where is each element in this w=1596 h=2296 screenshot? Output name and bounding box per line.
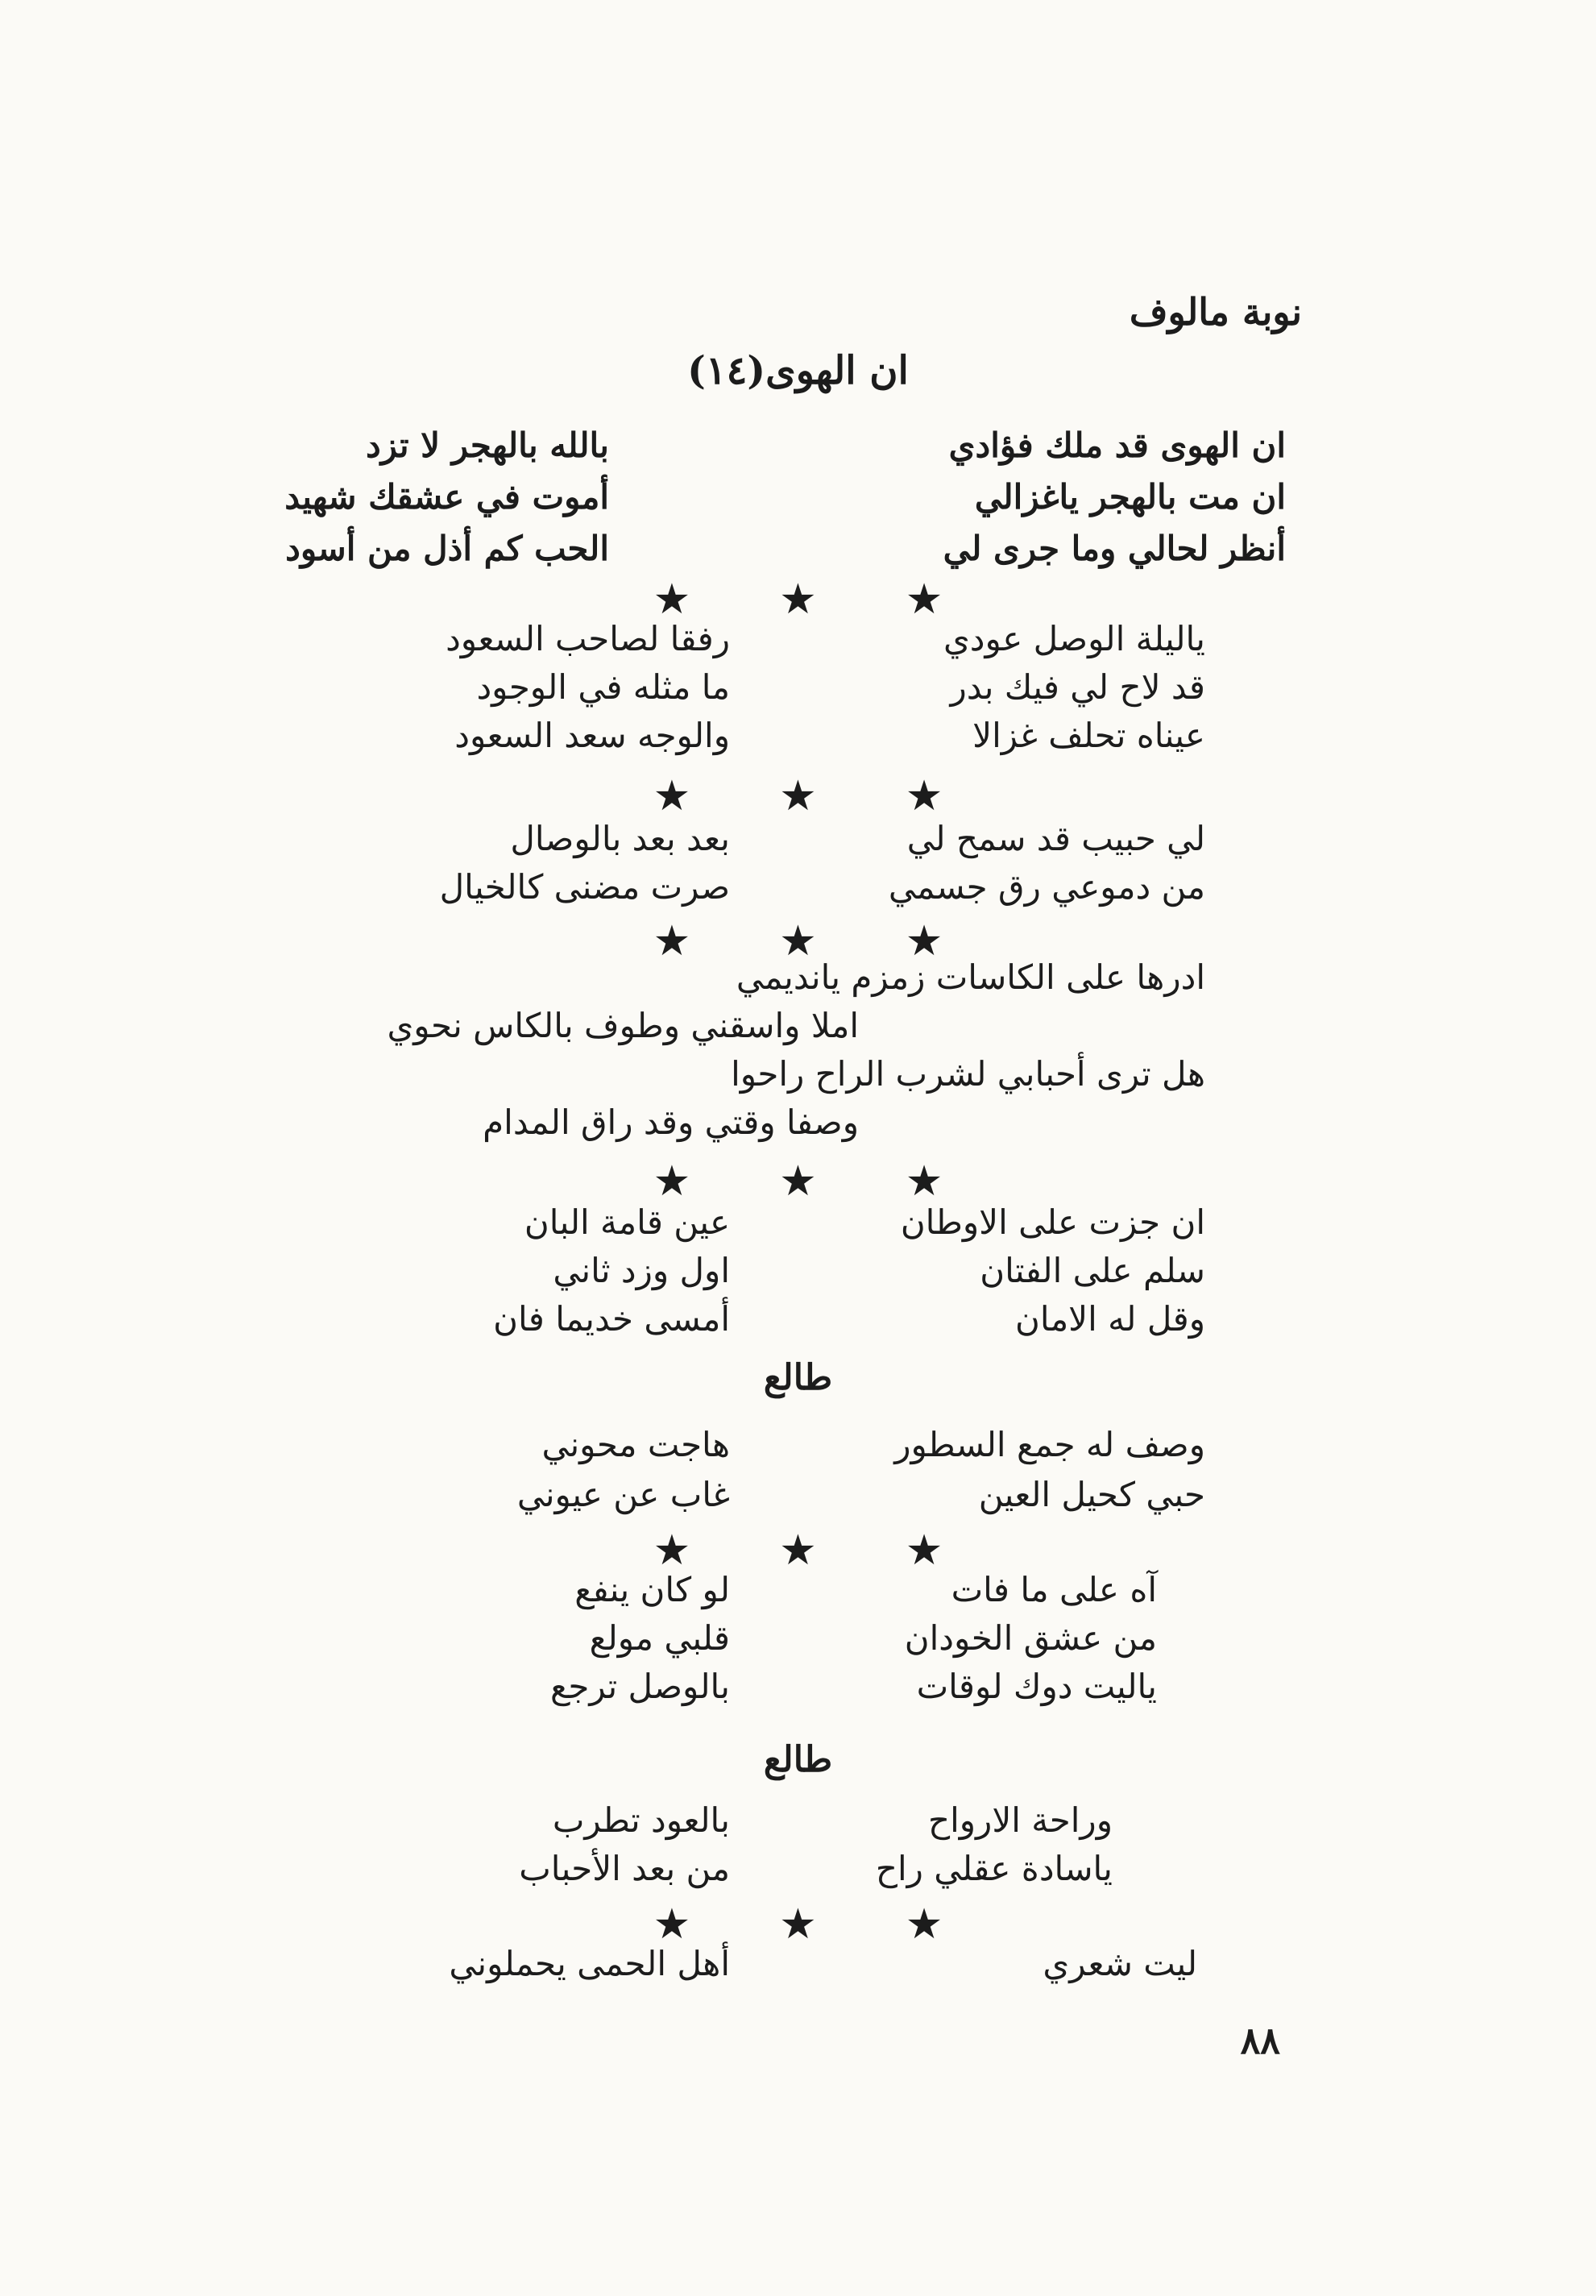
verse-left: بالله بالهجر لا تزد (365, 426, 609, 465)
verse-left: بالعود تطرب (552, 1800, 730, 1840)
verse-left: غاب عن عيوني (516, 1475, 730, 1514)
verse-right: عيناه تحلف غزالا (972, 716, 1205, 755)
verse-right: ياليت دوك لوقات (916, 1667, 1157, 1706)
star-divider: ★★★ (653, 575, 1032, 624)
verse-right: سلم على الفتان (980, 1251, 1205, 1290)
verse-left: أموت في عشقك شهيد (284, 477, 609, 517)
verse-right: ياسادة عقلي راح (875, 1849, 1113, 1888)
verse-right: قد لاح لي فيك بدر (950, 667, 1205, 707)
verse-line: هل ترى أحبابي لشرب الراح راحوا (731, 1054, 1205, 1094)
verse-left: صرت مضنى كالخيال (439, 867, 730, 907)
verse-right: من دموعي رق جسمي (888, 867, 1205, 907)
star-divider: ★★★ (653, 1526, 1032, 1575)
verse-line: ادرها على الكاسات زمزم يانديمي (736, 957, 1205, 997)
verse-right: من عشق الخودان (904, 1618, 1157, 1658)
verse-left: رفقا لصاحب السعود (446, 619, 730, 658)
verse-left: أمسى خديما فان (493, 1299, 730, 1339)
star-divider: ★★★ (653, 917, 1032, 965)
verse-left: قلبي مولع (589, 1618, 730, 1658)
verse-right: أنظر لحالي وما جرى لي (943, 529, 1286, 568)
star-divider: ★★★ (653, 772, 1032, 820)
verse-left: من بعد الأحباب (519, 1849, 730, 1888)
verse-right: ان مت بالهجر ياغزالي (974, 477, 1286, 517)
verse-left: الحب كم أذل من أسود (285, 529, 609, 568)
verse-right: وقل له الامان (1015, 1299, 1205, 1339)
verse-left: هاجت محوني (541, 1425, 730, 1464)
page-number: ٨٨ (1240, 2019, 1280, 2062)
section-header: نوبة مالوف (1129, 290, 1302, 334)
verse-line: املا واسقني وطوف بالكاس نحوي (387, 1006, 859, 1045)
verse-right: ان الهوى قد ملك فؤادي (948, 426, 1286, 465)
star-divider: ★★★ (653, 1900, 1032, 1949)
verse-right: وراحة الارواح (927, 1800, 1113, 1840)
verse-right: ياليلة الوصل عودي (943, 619, 1205, 658)
section-heading-tali: طالع (763, 1739, 833, 1780)
verse-right: وصف له جمع السطور (894, 1425, 1205, 1464)
verse-left: لو كان ينفع (574, 1570, 730, 1609)
verse-line: وصفا وقتي وقد راق المدام (483, 1102, 859, 1142)
section-heading-tali: طالع (763, 1357, 833, 1398)
verse-left: بعد بعد بالوصال (510, 819, 730, 858)
verse-right: آه على ما فات (951, 1570, 1157, 1609)
verse-left: بالوصل ترجع (550, 1667, 730, 1706)
verse-right: حبي كحيل العين (978, 1475, 1205, 1514)
verse-left: اول وزد ثاني (553, 1251, 730, 1290)
poem-title: ان الهوى(١٤) (687, 348, 909, 393)
star-divider: ★★★ (653, 1157, 1032, 1206)
verse-left: أهل الحمى يحملوني (449, 1944, 730, 1983)
verse-left: عين قامة البان (524, 1202, 730, 1242)
verse-left: ما مثله في الوجود (476, 667, 730, 707)
verse-right: لي حبيب قد سمح لي (906, 819, 1205, 858)
verse-right: ليت شعري (1043, 1944, 1197, 1983)
verse-left: والوجه سعد السعود (454, 716, 730, 755)
verse-right: ان جزت على الاوطان (900, 1202, 1205, 1242)
